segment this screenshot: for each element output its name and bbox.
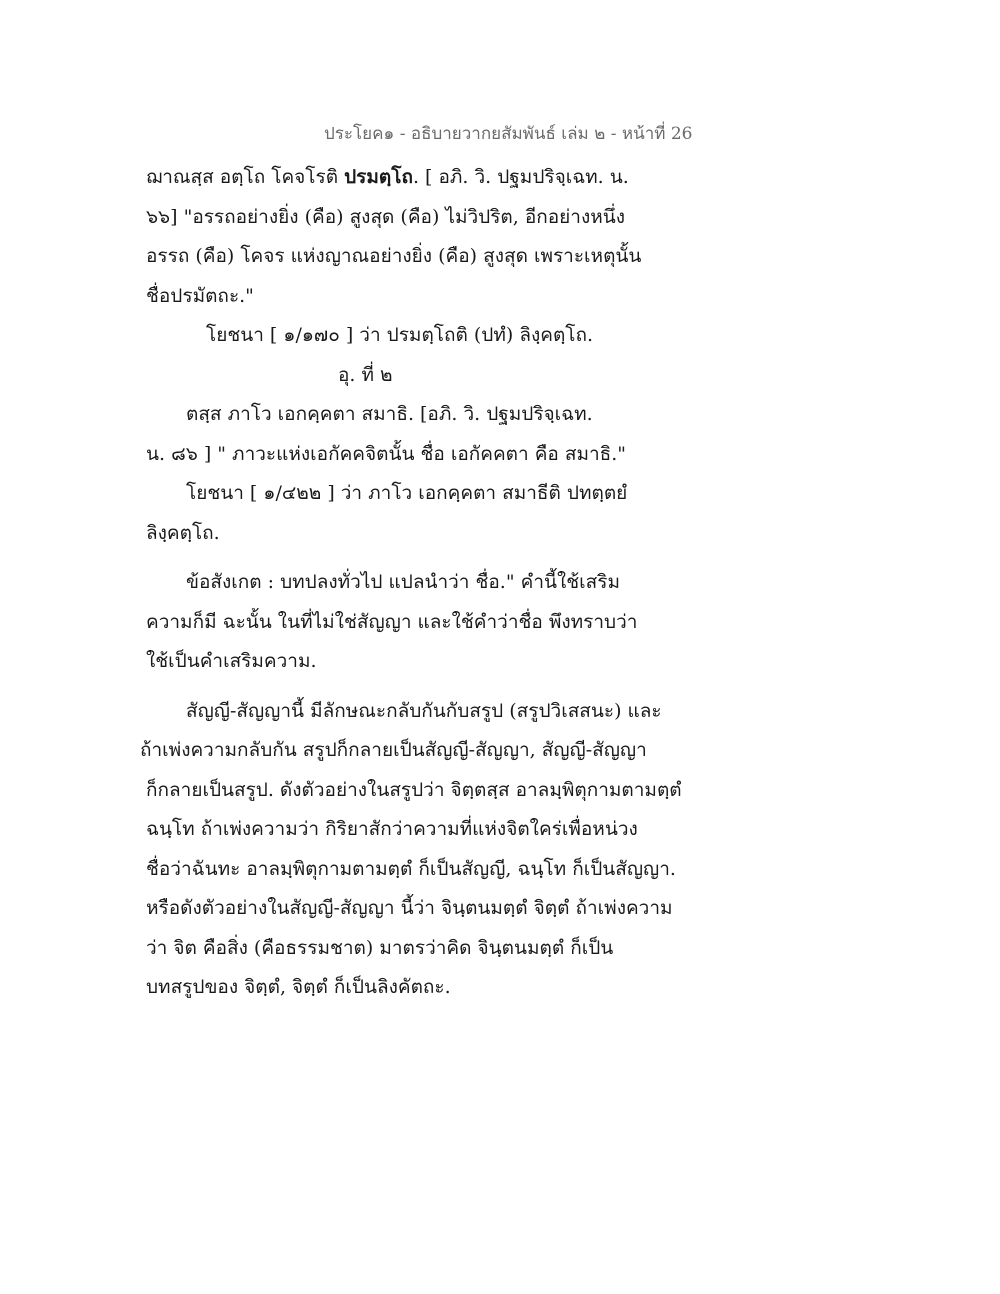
note-line-2: ความก็มี ฉะนั้น ในที่ไม่ใช่สัญญา และใช้คำว่าชื่อ พึงทราบว่า (146, 610, 638, 633)
text-run: . [ อภิ. วิ. ปฐมปริจฺเฉท. น. (412, 166, 629, 188)
paragraph-1-line-4: ชื่อปรมัตถะ." (146, 284, 254, 307)
paragraph-3-line-6: หรือดังตัวอย่างในสัญญี-สัญญา นี้ว่า จินฺตนมตฺตํ จิตฺตํ ถ้าเพ่งความ (146, 897, 673, 919)
body-text (140, 158, 706, 1008)
yojana-2-line-2: ลิงฺคตฺโถ. (146, 521, 220, 544)
note-line-3: ใช้เป็นคำเสริมความ. (146, 650, 317, 672)
example-2-label: อุ. ที่ ๒ (338, 363, 393, 386)
paragraph-2-line-2: น. ๘๖ ] " ภาวะแห่งเอกัคคจิตนั้น ชื่อ เอกัคคตา คือ สมาธิ." (146, 442, 627, 465)
yojana-2-line-1: โยชนา [ ๑/๔๒๒ ] ว่า ภาโว เอกคฺคตา สมาธีติ ปทตฺตยํ (186, 482, 628, 504)
paragraph-1-line-3: อรรถ (คือ) โคจร แห่งญาณอย่างยิ่ง (คือ) สูงสุด เพราะเหตุนั้น (146, 245, 642, 267)
paragraph-1-line-1 (146, 158, 706, 198)
text-run: ฌาณสฺส อตฺโถ โคจโรติ (146, 166, 345, 188)
paragraph-3-line-1: สัญญี-สัญญานี้ มีลักษณะกลับกันกับสรูป (สรูปวิเสสนะ) และ (186, 699, 662, 722)
paragraph-3-line-8: บทสรูปของ จิตฺตํ, จิตฺตํ ก็เป็นลิงคัตถะ. (146, 976, 451, 998)
spacer (146, 682, 706, 692)
yojana-1: โยชนา [ ๑/๑๗๐ ] ว่า ปรมตฺโถติ (ปทํ) ลิงฺคตฺโถ. (206, 324, 594, 346)
note-line-1: ข้อสังเกต : บทปลงทั่วไป แปลนำว่า ชื่อ." คำนี้ใช้เสริม (186, 571, 620, 593)
paragraph-3-line-3: ก็กลายเป็นสรูป. ดังตัวอย่างในสรูปว่า จิตฺตสฺส อาลมฺพิตุกามตามตฺตํ (146, 778, 682, 801)
paragraph-3-line-5: ชื่อว่าฉันทะ อาลมฺพิตุกามตามตฺตํ ก็เป็นสัญญี, ฉนฺโท ก็เป็นสัญญา. (146, 857, 676, 880)
spacer (146, 553, 706, 563)
paragraph-2-line-1: ตสฺส ภาโว เอกคฺคตา สมาธิ. [อภิ. วิ. ปฐมปริจฺเฉท. (186, 403, 593, 425)
paragraph-3-line-2: ถ้าเพ่งความกลับกัน สรูปก็กลายเป็นสัญญี-สัญญา, สัญญี-สัญญา (140, 739, 647, 761)
paragraph-3-line-7: ว่า จิต คือสิ่ง (คือธรรมชาต) มาตรว่าคิด จินฺตนมตฺตํ ก็เป็น (146, 936, 614, 959)
paragraph-3-line-4: ฉนฺโท ถ้าเพ่งความว่า กิริยาสักว่าความที่แห่งจิตใคร่เพื่อหน่วง (146, 818, 638, 840)
paragraph-1-line-2: ๖๖] "อรรถอย่างยิ่ง (คือ) สูงสุด (คือ) ไม่วิปริต, อีกอย่างหนึ่ง (146, 205, 626, 228)
bold-term: ปรมตฺโถ (344, 166, 413, 188)
page-header: ประโยค๑ - อธิบายวากยสัมพันธ์ เล่ม ๒ - หน้าที่ 26 (324, 124, 693, 144)
